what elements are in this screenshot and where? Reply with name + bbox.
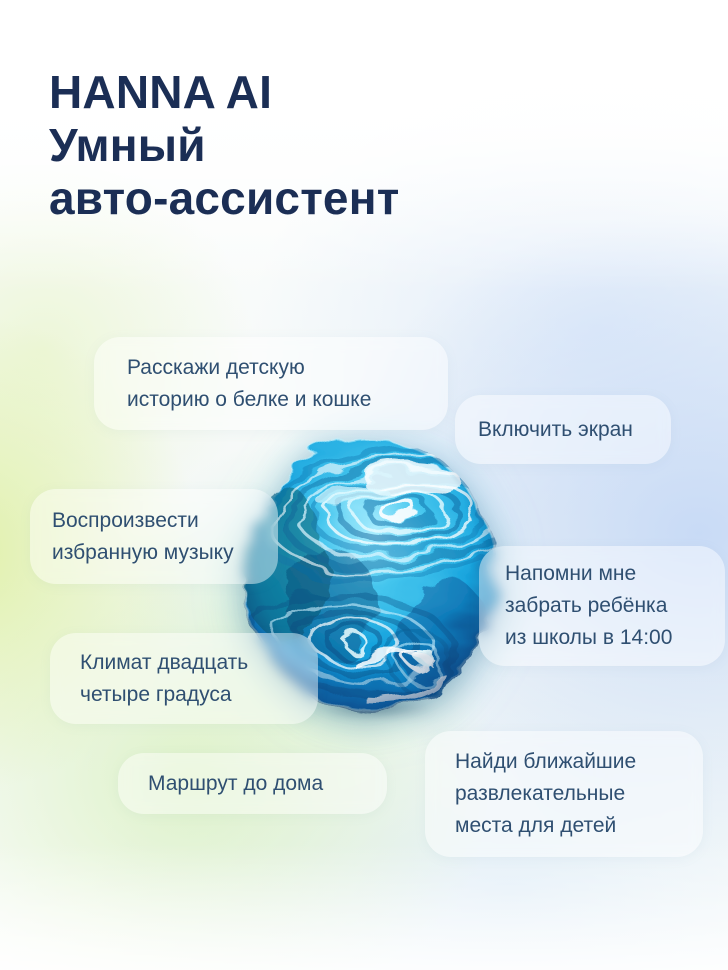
bubble-line: историю о белке и кошке [127,387,372,411]
bubble-line: Найди ближайшие [455,750,637,773]
bubble-line: избранную музыку [52,540,234,564]
bubble-line: Воспроизвести [52,508,199,532]
voice-command-bubble-screen [455,395,671,464]
subtitle-line-2: авто-ассистент [49,172,400,224]
brand-title: HANNA AI [49,66,273,118]
bubble-line: Маршрут до дома [148,771,324,795]
bubble-line: Напомни мне [505,562,637,585]
bubble-line: Включить экран [478,417,633,441]
voice-command-bubble-climate [50,633,318,724]
bubble-line: Климат двадцать [80,650,249,674]
voice-command-bubble-music [30,489,278,584]
voice-command-bubble-reminder [479,546,725,666]
bubble-line: из школы в 14:00 [505,626,673,649]
bubble-line: забрать ребёнка [505,594,668,617]
voice-command-bubble-places [425,731,703,857]
title-block [49,66,399,225]
bubble-line: места для детей [455,814,617,837]
subtitle-line-1: Умный [49,119,206,171]
voice-command-bubble-story [94,337,448,430]
bubble-line: Расскажи детскую [127,355,305,379]
bubble-line: четыре градуса [80,682,232,706]
voice-command-bubble-route [118,753,387,814]
bubble-line: развлекательные [455,782,626,805]
